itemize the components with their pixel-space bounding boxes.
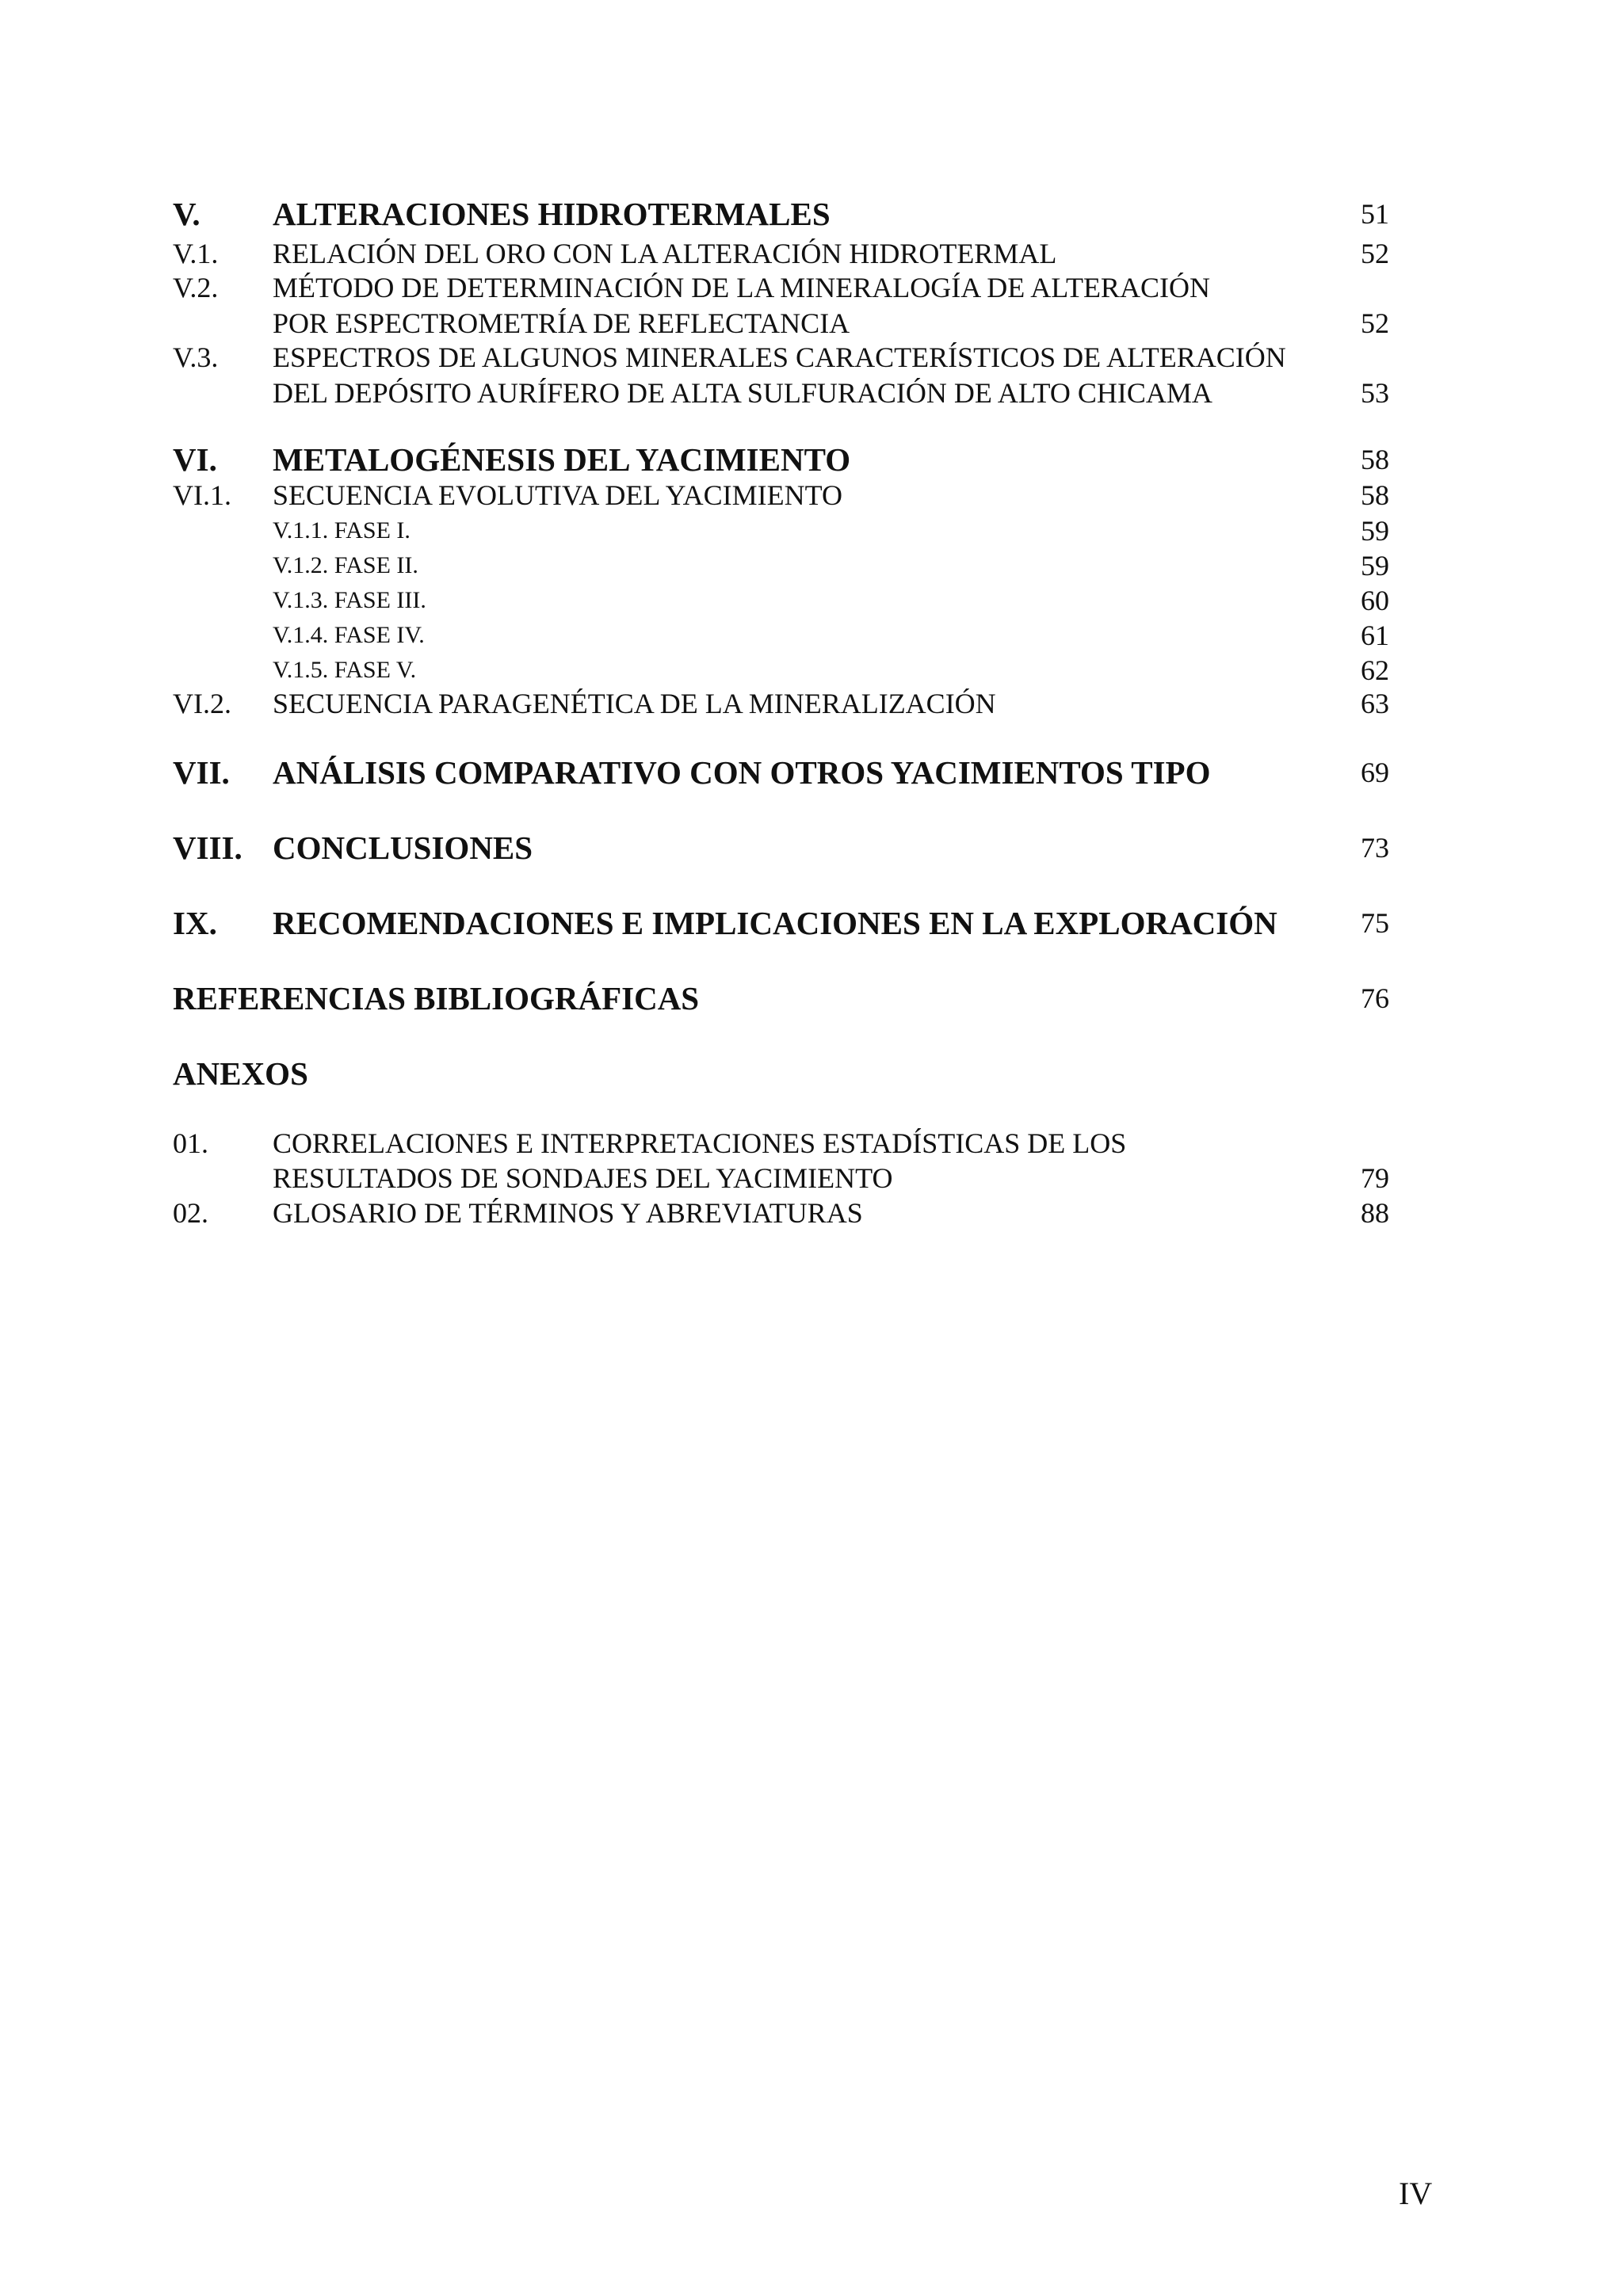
page-number: IV — [1399, 2176, 1433, 2211]
toc-title: ALTERACIONES HIDROTERMALES — [273, 196, 831, 232]
toc-title: V.1.5. FASE V. — [273, 657, 417, 683]
toc-title: ANÁLISIS COMPARATIVO CON OTROS YACIMIENTOS TIPO — [273, 754, 1211, 791]
toc-title-continued: DEL DEPÓSITO AURÍFERO DE ALTA SULFURACIÓN DE ALTO CHICAMA — [273, 377, 1212, 409]
toc-page: 52 — [1361, 238, 1389, 269]
toc-title: RECOMENDACIONES E IMPLICACIONES EN LA EXPLORACIÓN — [273, 905, 1277, 941]
toc-number: VIII. — [173, 830, 242, 866]
toc-page: 59 — [1361, 550, 1389, 582]
toc-title-continued: POR ESPECTROMETRÍA DE REFLECTANCIA — [273, 307, 850, 339]
toc-title: REFERENCIAS BIBLIOGRÁFICAS — [173, 980, 700, 1016]
toc-page: 52 — [1361, 307, 1389, 339]
toc-number: V. — [173, 196, 200, 232]
toc-number: VI.1. — [173, 479, 231, 511]
toc-number: VII. — [173, 754, 230, 791]
toc-title-continued: RESULTADOS DE SONDAJES DEL YACIMIENTO — [273, 1162, 893, 1194]
toc-title: V.1.4. FASE IV. — [273, 622, 425, 648]
toc-page: 58 — [1361, 479, 1389, 511]
toc-page: 73 — [1361, 832, 1389, 864]
toc-page: 75 — [1361, 907, 1389, 939]
toc-page: 51 — [1361, 198, 1389, 230]
toc-page: 59 — [1361, 515, 1389, 547]
toc-number: V.3. — [173, 341, 219, 373]
toc-page: 60 — [1361, 585, 1389, 616]
toc-title: V.1.1. FASE I. — [273, 517, 411, 543]
toc-page: 61 — [1361, 620, 1389, 651]
toc-page: 53 — [1361, 377, 1389, 409]
toc-number: IX. — [173, 905, 217, 941]
toc-title: CORRELACIONES E INTERPRETACIONES ESTADÍSTICAS DE LOS — [273, 1127, 1127, 1159]
toc-title: RELACIÓN DEL ORO CON LA ALTERACIÓN HIDROTERMAL — [273, 238, 1057, 269]
toc-page: 88 — [1361, 1197, 1389, 1229]
toc-number: VI. — [173, 441, 217, 478]
toc-page: 58 — [1361, 444, 1389, 475]
toc-page: 63 — [1361, 688, 1389, 719]
toc-number: VI.2. — [173, 688, 231, 719]
toc-title: V.1.2. FASE II. — [273, 552, 418, 578]
toc-title: METALOGÉNESIS DEL YACIMIENTO — [273, 441, 851, 478]
toc-page: 62 — [1361, 654, 1389, 686]
toc-title: MÉTODO DE DETERMINACIÓN DE LA MINERALOGÍA DE ALTERACIÓN — [273, 272, 1210, 303]
toc-page: 76 — [1361, 982, 1389, 1014]
toc-title: CONCLUSIONES — [273, 830, 533, 866]
toc-number: V.1. — [173, 238, 219, 269]
toc-title: ANEXOS — [173, 1055, 308, 1092]
toc-title: GLOSARIO DE TÉRMINOS Y ABREVIATURAS — [273, 1197, 863, 1229]
toc-title: ESPECTROS DE ALGUNOS MINERALES CARACTERÍSTICOS DE ALTERACIÓN — [273, 341, 1286, 373]
toc-title: SECUENCIA PARAGENÉTICA DE LA MINERALIZACIÓN — [273, 688, 996, 719]
toc-number: 02. — [173, 1197, 208, 1229]
toc-title: SECUENCIA EVOLUTIVA DEL YACIMIENTO — [273, 479, 842, 511]
toc-page: 69 — [1361, 757, 1389, 788]
toc-page: 79 — [1361, 1162, 1389, 1194]
toc-number: V.2. — [173, 272, 219, 303]
toc-number: 01. — [173, 1127, 208, 1159]
toc-title: V.1.3. FASE III. — [273, 587, 426, 613]
